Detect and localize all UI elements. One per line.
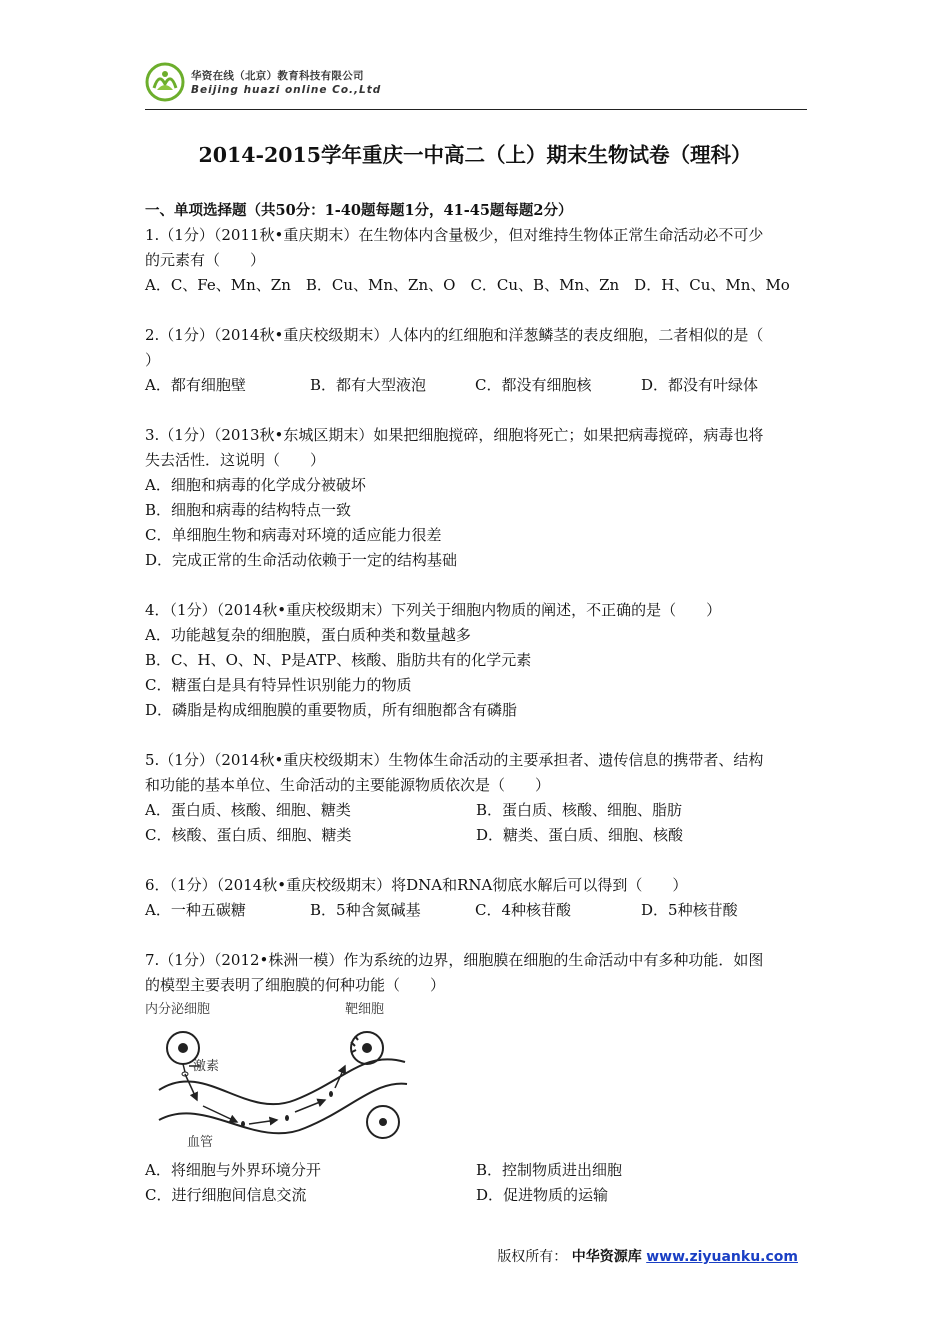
question-text: ） xyxy=(145,351,161,369)
option-b: B．蛋白质、核酸、细胞、脂肪 xyxy=(476,801,683,819)
option-d: D．磷脂是构成细胞膜的重要物质，所有细胞都含有磷脂 xyxy=(145,701,518,719)
section-heading: 一、单项选择题（共50分：1-40题每题1分，41-45题每题2分） xyxy=(145,202,573,219)
header-divider xyxy=(145,109,807,110)
company-name-cn: 华资在线（北京）教育科技有限公司 xyxy=(191,70,364,82)
vessel-wall-bottom xyxy=(159,1084,407,1134)
question-text: 和功能的基本单位、生命活动的主要能源物质依次是（ ） xyxy=(145,776,551,794)
question-text: 失去活性．这说明（ ） xyxy=(145,451,326,469)
question-text: 1.（1分）（2011秋•重庆期末）在生物体内含量极少，但对维持生物体正常生命活动必不可少 xyxy=(145,226,764,244)
question-2 xyxy=(145,323,807,398)
options-row xyxy=(145,798,807,823)
question-text: 5.（1分）（2014秋•重庆校级期末）生物体生命活动的主要承担者、遗传信息的携带者、结构 xyxy=(145,751,764,769)
cell-signaling-diagram xyxy=(145,1000,415,1150)
site-link[interactable]: www.ziyuanku.com xyxy=(646,1249,798,1265)
option-a: A．功能越复杂的细胞膜，蛋白质种类和数量越多 xyxy=(145,626,471,644)
question-text: 6．（1分）（2014秋•重庆校级期末）将DNA和RNA彻底水解后可以得到（ ） xyxy=(145,876,688,894)
option-c: C．进行细胞间信息交流 xyxy=(145,1186,307,1204)
option-a: A．都有细胞壁 xyxy=(145,376,246,394)
option-a: A．一种五碳糖 xyxy=(145,901,246,919)
option-d: D．促进物质的运输 xyxy=(476,1186,609,1204)
question-text: 的模型主要表明了细胞膜的何种功能（ ） xyxy=(145,976,446,994)
question-3 xyxy=(145,423,807,573)
option-b: B．细胞和病毒的结构特点一致 xyxy=(145,501,352,519)
options-row xyxy=(145,373,807,398)
option-c: C．都没有细胞核 xyxy=(475,376,592,394)
label-blood-vessel: 血管 xyxy=(187,1135,214,1150)
option-c: C．核酸、蛋白质、细胞、糖类 xyxy=(145,826,352,844)
question-1 xyxy=(145,223,807,298)
question-7 xyxy=(145,948,807,1208)
question-4 xyxy=(145,598,807,723)
option-b: B．5种含氮碱基 xyxy=(310,901,421,919)
question-6 xyxy=(145,873,807,923)
question-text: 的元素有（ ） xyxy=(145,251,266,269)
option-d: D．完成正常的生命活动依赖于一定的结构基础 xyxy=(145,551,458,569)
option-a: A．将细胞与外界环境分开 xyxy=(145,1161,321,1179)
copyright-label: 版权所有： xyxy=(497,1249,568,1265)
company-logo xyxy=(145,62,185,102)
label-hormone: 激素 xyxy=(193,1059,220,1074)
option-c: C．单细胞生物和病毒对环境的适应能力很差 xyxy=(145,526,442,544)
option-d: D．5种核苷酸 xyxy=(641,901,738,919)
brand-name: 中华资源库 xyxy=(571,1249,642,1265)
question-text: 3.（1分）（2013秋•东城区期末）如果把细胞搅碎，细胞将死亡；如果把病毒搅碎，病毒也将 xyxy=(145,426,764,444)
label-target-cell: 靶细胞 xyxy=(345,1002,385,1017)
option-a: A．蛋白质、核酸、细胞、糖类 xyxy=(145,801,351,819)
option-b: B．都有大型液泡 xyxy=(310,376,427,394)
page-header xyxy=(145,60,807,110)
option-d: D．糖类、蛋白质、细胞、核酸 xyxy=(476,826,684,844)
options-row xyxy=(145,823,807,848)
label-endocrine-cell: 内分泌细胞 xyxy=(145,1002,211,1017)
page-footer xyxy=(497,1246,798,1266)
question-text: 2.（1分）（2014秋•重庆校级期末）人体内的红细胞和洋葱鳞茎的表皮细胞，二者相似的是（ xyxy=(145,326,764,344)
option-c: C．4种核苷酸 xyxy=(475,901,572,919)
exam-body xyxy=(145,198,807,1208)
exam-title: 2014-2015学年重庆一中高二（上）期末生物试卷（理科） xyxy=(198,143,752,167)
company-name-en: Beijing huazi online Co.,Ltd xyxy=(191,84,382,96)
options-row xyxy=(145,898,807,923)
options-row xyxy=(145,1158,807,1183)
option-b: B．控制物质进出细胞 xyxy=(476,1161,623,1179)
question-text: 4．（1分）（2014秋•重庆校级期末）下列关于细胞内物质的阐述，不正确的是（ ） xyxy=(145,601,722,619)
option-d: D．都没有叶绿体 xyxy=(641,376,759,394)
question-5 xyxy=(145,748,807,848)
question-options: A．C、Fe、Mn、Zn B．Cu、Mn、Zn、O C．Cu、B、Mn、Zn D．H、Cu、Mn、Mo xyxy=(145,276,790,294)
option-a: A．细胞和病毒的化学成分被破坏 xyxy=(145,476,366,494)
option-c: C．糖蛋白是具有特异性识别能力的物质 xyxy=(145,676,412,694)
options-row xyxy=(145,1183,807,1208)
option-b: B．C、H、O、N、P是ATP、核酸、脂肪共有的化学元素 xyxy=(145,651,532,669)
question-text: 7.（1分）（2012•株洲一模）作为系统的边界，细胞膜在细胞的生命活动中有多种功能．如图 xyxy=(145,951,764,969)
